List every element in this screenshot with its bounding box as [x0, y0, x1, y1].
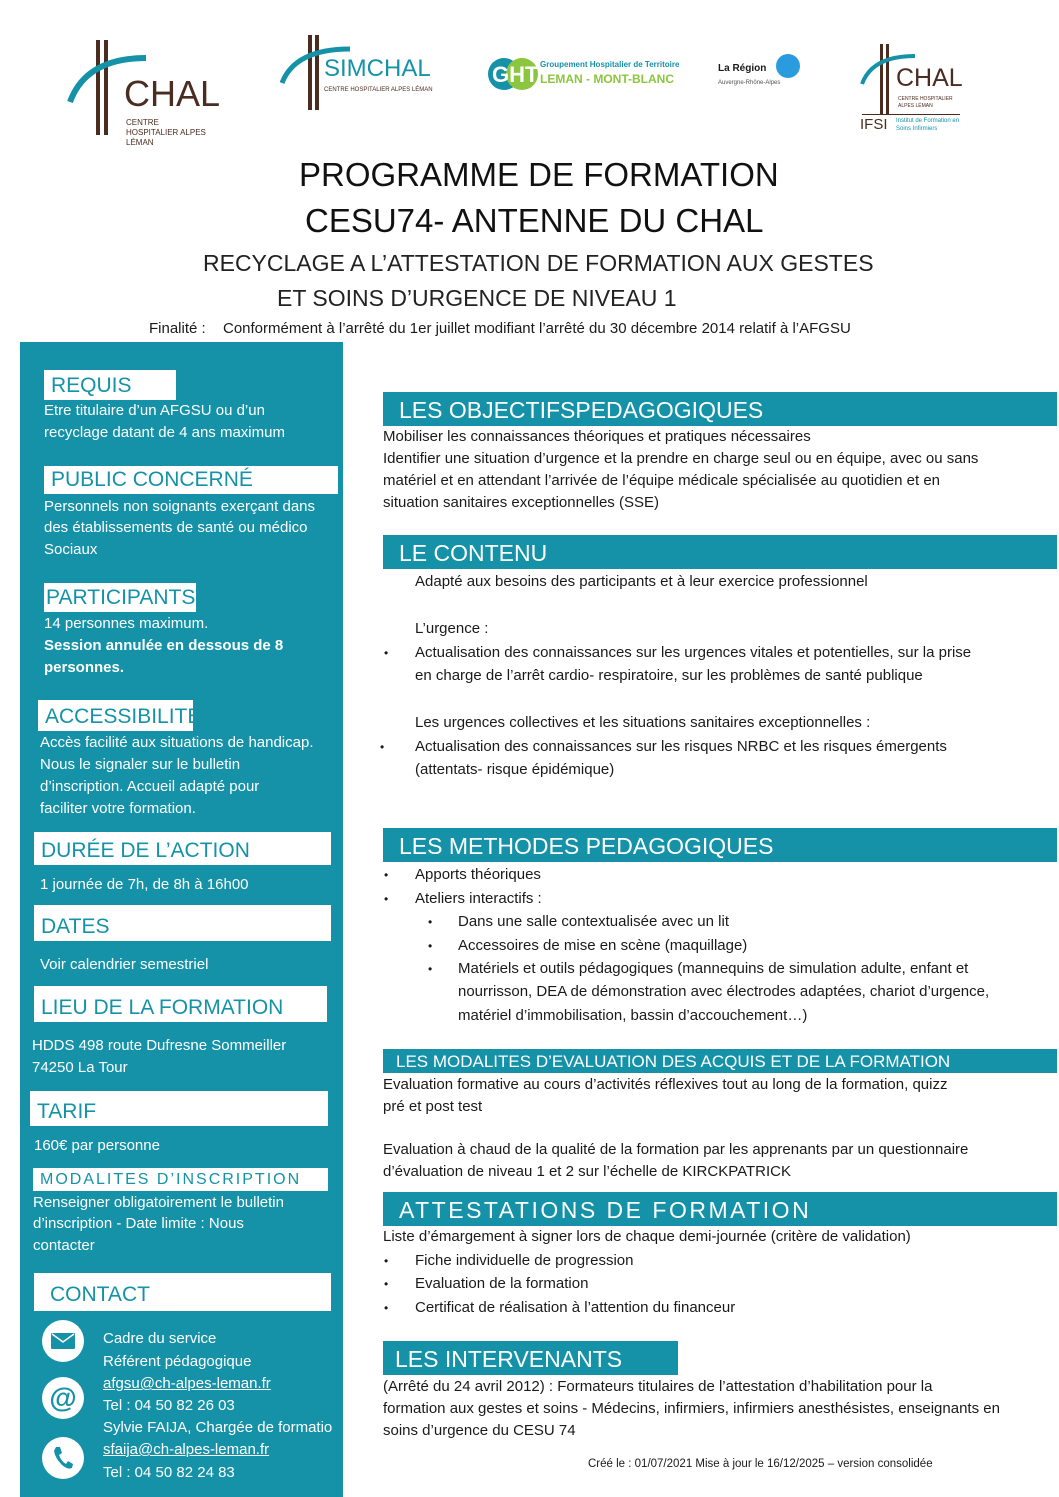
subtitle-1: RECYCLAGE A L’ATTESTATION DE FORMATION AUX GESTES: [203, 250, 874, 276]
duree-heading: DURÉE DE L’ACTION: [34, 832, 331, 865]
email-link-sfaija[interactable]: sfaija@ch-alpes-leman.fr: [103, 1441, 270, 1458]
contact-heading: CONTACT: [34, 1273, 331, 1311]
bullet: •: [384, 892, 389, 906]
methodes-heading: LES METHODES PEDAGOGIQUES: [383, 828, 1057, 862]
logo-ght: GHT Groupement Hospitalier de Territoire LEMAN - MONT-BLANC: [488, 55, 688, 95]
dates-heading: DATES: [34, 905, 331, 941]
page-title-2: CESU74- ANTENNE DU CHAL: [305, 202, 764, 239]
phone-icon: [42, 1437, 84, 1479]
participants-heading: PARTICIPANTS: [44, 583, 196, 612]
page-title: PROGRAMME DE FORMATION: [299, 156, 779, 193]
bullet: •: [384, 1301, 389, 1315]
envelope-icon: [42, 1320, 84, 1362]
attestations-heading: ATTESTATIONS DE FORMATION: [383, 1192, 1057, 1226]
public-heading: PUBLIC CONCERNÉ: [44, 466, 338, 494]
at-sign-icon: @: [42, 1377, 84, 1419]
bullet: •: [428, 962, 433, 976]
objectifs-heading: LES OBJECTIFSPEDAGOGIQUES: [383, 392, 1057, 426]
bullet: •: [428, 939, 433, 953]
region-mark-icon: [776, 54, 800, 78]
logo-simchal: SIMCHAL CENTRE HOSPITALIER ALPES LÉMAN: [280, 35, 440, 110]
lieu-heading: LIEU DE LA FORMATION: [34, 986, 327, 1022]
logo-region: La Région Auvergne-Rhône-Alpes: [718, 52, 808, 92]
prerequis-heading: PRE REQUIS: [44, 370, 176, 400]
accessibilite-heading: ACCESSIBILITE: [38, 700, 193, 731]
bullet: •: [380, 740, 385, 754]
contenu-heading: LE CONTENU: [383, 535, 1057, 569]
email-link-afgsu[interactable]: afgsu@ch-alpes-leman.fr: [103, 1375, 271, 1392]
footer-version: Créé le : 01/07/2021 Mise à jour le 16/12/2025 – version consolidée: [588, 1458, 933, 1470]
svg-text:GHT: GHT: [492, 62, 538, 87]
bullet: •: [384, 1254, 389, 1268]
inscription-heading: MODALITES D’INSCRIPTION: [33, 1168, 328, 1191]
logo-chal: CHAL CENTRE HOSPITALIER ALPES LÉMAN: [66, 40, 226, 140]
logo-chal-ifsi: CHAL CENTRE HOSPITALIER ALPES LÉMAN IFSI Institut de Formation en Soins Infirmiers: [860, 44, 980, 136]
tarif-heading: TARIF: [30, 1091, 328, 1126]
bullet: •: [428, 915, 433, 929]
finalite-label: Finalité :: [149, 320, 206, 337]
evaluation-heading: LES MODALITES D’EVALUATION DES ACQUIS ET DE LA FORMATION: [383, 1049, 1057, 1073]
bullet: •: [384, 646, 389, 660]
bullet: •: [384, 1277, 389, 1291]
finalite-text: Conformément à l’arrêté du 1er juillet modifiant l’arrêté du 30 décembre 2014 relatif à l’AFGSU: [223, 320, 851, 337]
intervenants-heading: LES INTERVENANTS: [383, 1341, 678, 1375]
subtitle-2: ET SOINS D’URGENCE DE NIVEAU 1: [277, 285, 677, 311]
bullet: •: [384, 868, 389, 882]
